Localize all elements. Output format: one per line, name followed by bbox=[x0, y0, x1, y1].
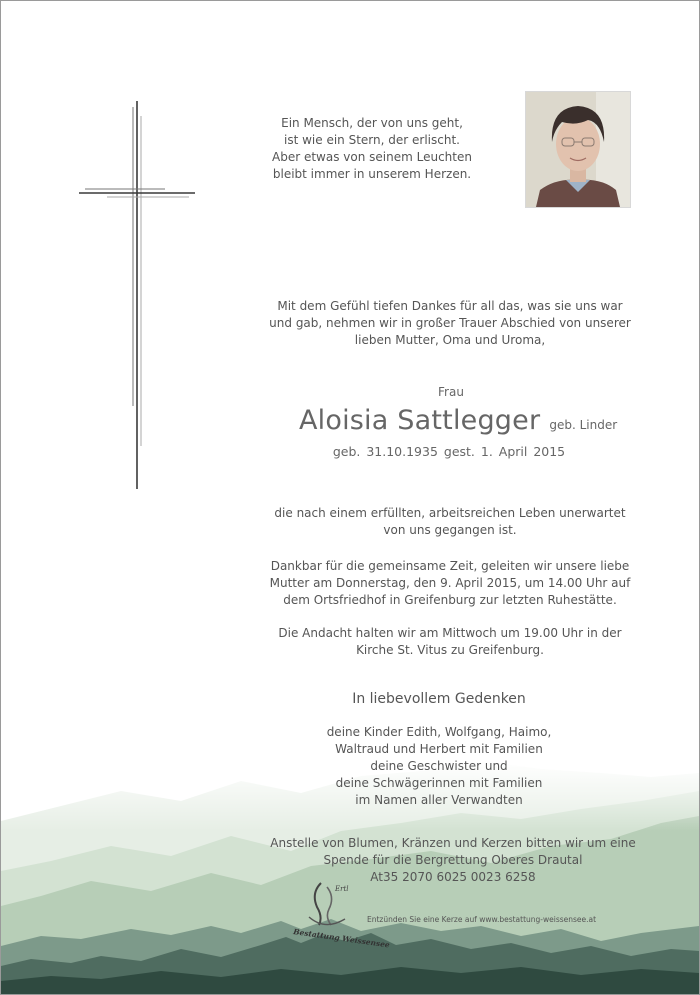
donation-line: Anstelle von Blumen, Kränzen und Kerzen bitten wir um eine bbox=[270, 836, 636, 850]
poem-line: ist wie ein Stern, der erlischt. bbox=[284, 133, 460, 147]
paragraph-passing bbox=[263, 505, 637, 539]
paragraph-line: Die Andacht halten wir am Mittwoch um 19.00 Uhr in der bbox=[278, 626, 622, 640]
mourner-line: im Namen aller Verwandten bbox=[355, 793, 523, 807]
intro-line: lieben Mutter, Oma und Uroma, bbox=[354, 333, 546, 347]
intro-text bbox=[263, 298, 637, 349]
portrait-photo bbox=[525, 91, 631, 208]
paragraph-line: dem Ortsfriedhof in Greifenburg zur letzten Ruhestätte. bbox=[283, 593, 617, 607]
donation-iban: At35 2070 6025 0023 6258 bbox=[370, 870, 536, 884]
mourners-list bbox=[291, 724, 587, 809]
logo-script-text: Bestattung Weissensee bbox=[292, 927, 391, 950]
mourner-line: deine Kinder Edith, Wolfgang, Haimo, bbox=[326, 725, 552, 739]
cross-icon bbox=[77, 101, 197, 491]
candle-link[interactable]: Entzünden Sie eine Kerze auf www.bestattung-weissensee.at bbox=[367, 915, 597, 924]
salutation: Frau bbox=[438, 385, 464, 399]
deceased-name-line bbox=[299, 405, 629, 436]
poem-line: bleibt immer in unserem Herzen. bbox=[272, 167, 472, 181]
paragraph-line: Kirche St. Vitus zu Greifenburg. bbox=[356, 643, 544, 657]
mourner-line: deine Schwägerinnen mit Familien bbox=[335, 776, 543, 790]
paragraph-line: die nach einem erfüllten, arbeitsreichen Leben unerwartet bbox=[274, 506, 626, 520]
intro-line: Mit dem Gefühl tiefen Dankes für all das, was sie uns war bbox=[277, 299, 623, 313]
poem-line: Ein Mensch, der von uns geht, bbox=[281, 116, 463, 130]
paragraph-line: Dankbar für die gemeinsame Zeit, geleiten wir unsere liebe bbox=[270, 559, 630, 573]
paragraph-funeral bbox=[263, 558, 637, 609]
maiden-name: geb. Linder bbox=[549, 418, 618, 432]
paragraph-prayer bbox=[263, 625, 637, 659]
closing-heading: In liebevollem Gedenken bbox=[352, 691, 526, 707]
donation-line: Spende für die Bergrettung Oberes Drautal bbox=[323, 853, 583, 867]
poem-line: Aber etwas von seinem Leuchten bbox=[272, 150, 472, 164]
funeral-home-logo bbox=[291, 877, 391, 950]
paragraph-line: Mutter am Donnerstag, den 9. April 2015, um 14.00 Uhr auf bbox=[269, 576, 631, 590]
poem bbox=[259, 115, 485, 183]
mourner-line: deine Geschwister und bbox=[370, 759, 508, 773]
deceased-name: Aloisia Sattlegger bbox=[299, 405, 541, 436]
intro-line: und gab, nehmen wir in großer Trauer Abschied von unserer bbox=[269, 316, 631, 330]
life-dates: geb. 31.10.1935 gest. 1. April 2015 bbox=[332, 444, 566, 459]
mourner-line: Waltraud und Herbert mit Familien bbox=[335, 742, 543, 756]
logo-small-text: Ertl bbox=[335, 885, 349, 893]
paragraph-line: von uns gegangen ist. bbox=[383, 523, 517, 537]
